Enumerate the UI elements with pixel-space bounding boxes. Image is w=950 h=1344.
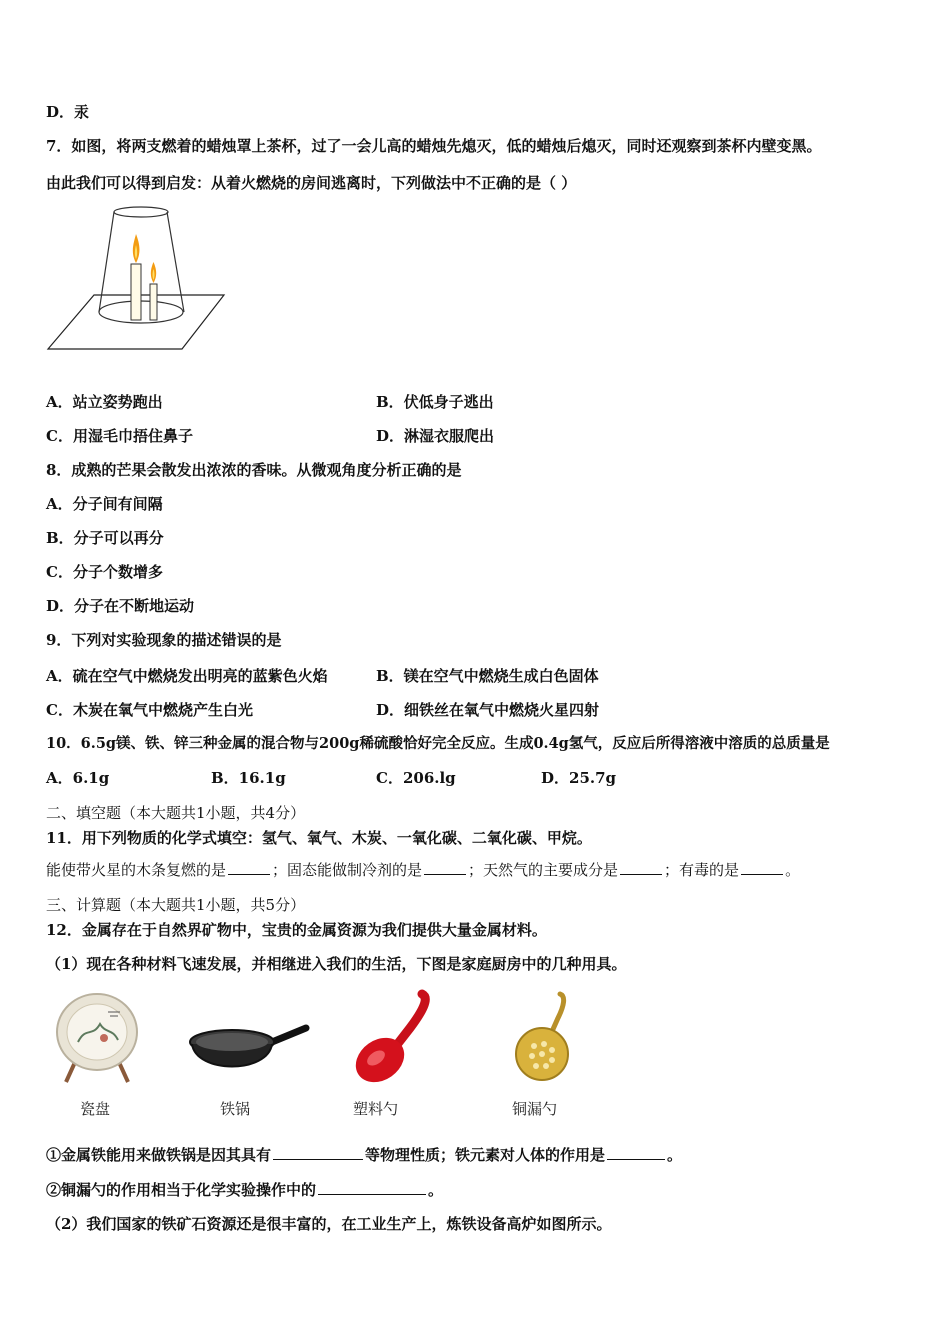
q12-text: 12．金属存在于自然界矿物中，宝贵的金属资源为我们提供大量金属材料。 (46, 921, 547, 939)
section2-title: 二、填空题（本大题共1小题，共4分） (46, 804, 306, 822)
q8-option-b: B．分子可以再分 (46, 529, 164, 547)
q7-option-a: A．站立姿势跑出 (46, 393, 163, 411)
q8-option-a: A．分子间有间隔 (46, 495, 163, 513)
q8-option-d: D．分子在不断地运动 (46, 597, 195, 615)
copper-strainer-image (510, 988, 580, 1086)
q7-option-c: C．用湿毛巾捂住鼻子 (46, 427, 193, 445)
q10-option-d: D．25.7g (541, 769, 617, 787)
q10-option-a: A．6.1g (46, 769, 110, 787)
q11-fill-line: 能使带火星的木条复燃的是 ；固态能做制冷剂的是 ；天然气的主要成分是 ；有毒的是 。 (46, 861, 801, 879)
answer-blank[interactable] (607, 1145, 665, 1160)
section3-title: 三、计算题（本大题共1小题，共5分） (46, 896, 306, 914)
answer-blank[interactable] (228, 860, 270, 875)
caption-spoon: 塑料勺 (353, 1100, 399, 1118)
q12-item1: ①金属铁能用来做铁锅是因其具有 等物理性质；铁元素对人体的作用是 。 (46, 1146, 683, 1164)
iron-wok-image (188, 1018, 310, 1090)
q9-option-b: B．镁在空气中燃烧生成白色固体 (376, 667, 599, 685)
caption-wok: 铁锅 (220, 1100, 251, 1118)
answer-blank[interactable] (620, 860, 662, 875)
q12-sub2: （2）我们国家的铁矿石资源还是很丰富的，在工业生产上，炼铁设备高炉如图所示。 (46, 1215, 612, 1233)
q7-text-line2: 由此我们可以得到启发：从着火燃烧的房间逃离时，下列做法中不正确的是（ ） (46, 174, 577, 192)
q7-option-b: B．伏低身子逃出 (376, 393, 494, 411)
q9-option-d: D．细铁丝在氧气中燃烧火星四射 (376, 701, 600, 719)
q9-option-c: C．木炭在氧气中燃烧产生白光 (46, 701, 253, 719)
answer-blank[interactable] (318, 1180, 426, 1195)
answer-blank[interactable] (741, 860, 783, 875)
candle-cup-figure (46, 204, 228, 354)
q10-option-c: C．206.lg (376, 769, 456, 787)
q8-text: 8．成熟的芒果会散发出浓浓的香味。从微观角度分析正确的是 (46, 461, 462, 479)
q11-text: 11．用下列物质的化学式填空：氢气、氧气、木炭、一氧化碳、二氧化碳、甲烷。 (46, 829, 592, 847)
answer-blank[interactable] (273, 1145, 363, 1160)
q9-text: 9．下列对实验现象的描述错误的是 (46, 631, 282, 649)
q12-sub1: （1）现在各种材料飞速发展，并相继进入我们的生活，下图是家庭厨房中的几种用具。 (46, 955, 627, 973)
q6-option-d: D．汞 (46, 103, 90, 121)
porcelain-plate-image (52, 990, 142, 1085)
q7-text-line1: 7．如图，将两支燃着的蜡烛罩上茶杯，过了一会儿高的蜡烛先熄灭，低的蜡烛后熄灭，同时还观察到茶杯内壁变黑。 (46, 137, 822, 155)
q10-option-b: B．16.1g (211, 769, 286, 787)
q10-text: 10．6.5g镁、铁、锌三种金属的混合物与200g稀硫酸恰好完全反应。生成0.4g氢气，反应后所得溶液中溶质的总质量是 (46, 735, 830, 752)
q12-item2: ②铜漏勺的作用相当于化学实验操作中的 。 (46, 1181, 444, 1199)
q9-option-a: A．硫在空气中燃烧发出明亮的蓝紫色火焰 (46, 667, 328, 685)
q8-option-c: C．分子个数增多 (46, 563, 163, 581)
caption-strainer: 铜漏勺 (512, 1100, 558, 1118)
answer-blank[interactable] (424, 860, 466, 875)
caption-plate: 瓷盘 (80, 1100, 111, 1118)
q7-option-d: D．淋湿衣服爬出 (376, 427, 495, 445)
plastic-spoon-image (348, 988, 434, 1086)
